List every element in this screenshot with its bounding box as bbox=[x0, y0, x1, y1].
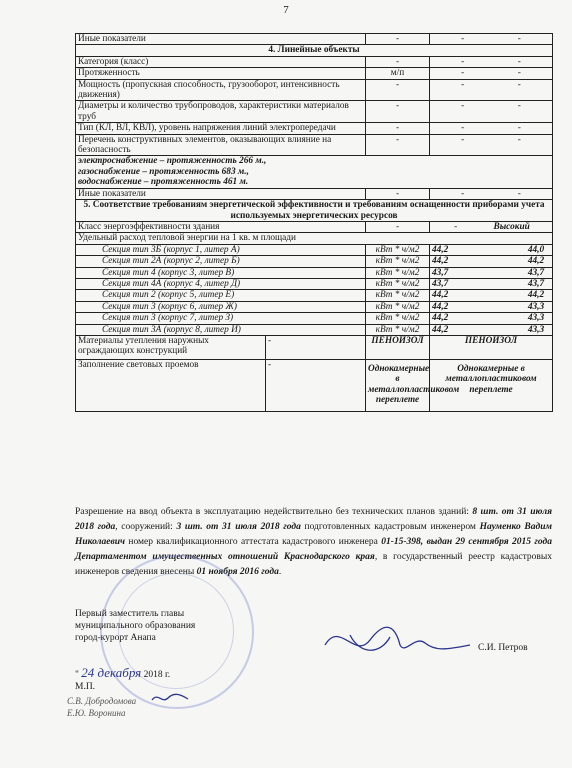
section-4-title: 4. Линейные объекты bbox=[76, 45, 553, 56]
table-row: Материалы утепления наружных ограждающих конструкций - ПЕНОИЗОЛ ПЕНОИЗОЛ bbox=[76, 335, 553, 359]
section-name: Секция тип 3А (корпус 8, литер И) bbox=[76, 324, 366, 335]
table-row bbox=[76, 123, 553, 134]
section-header bbox=[76, 45, 553, 56]
row-value: - - bbox=[430, 79, 553, 101]
section-name: Секция тип 2 (корпус 5, литер Е) bbox=[76, 290, 366, 301]
row-label: Категория (класс) bbox=[76, 56, 366, 67]
section-unit: кВт * ч/м2 bbox=[366, 301, 430, 312]
handwritten-signature bbox=[320, 615, 480, 665]
row-unit: - bbox=[366, 134, 430, 156]
table-row bbox=[76, 233, 553, 244]
row-value: - - bbox=[430, 34, 553, 45]
value-actual: 44,0 bbox=[527, 244, 545, 255]
row-label: Мощность (пропускная способность, грузооборот, интенсивность движения) bbox=[76, 79, 366, 101]
row-value: - - bbox=[430, 123, 553, 134]
section-row bbox=[76, 324, 553, 335]
row-value: - - bbox=[430, 188, 553, 199]
networks-row bbox=[76, 156, 553, 188]
table-row bbox=[76, 101, 553, 123]
row-label: Перечень конструктивных элементов, оказывающих влияние на безопасность bbox=[76, 134, 366, 156]
table-row: Класс энергоэффективности здания - - Высокий bbox=[76, 221, 553, 232]
row-unit: - bbox=[366, 34, 430, 45]
section-unit: кВт * ч/м2 bbox=[366, 313, 430, 324]
row-label: Заполнение световых проемов bbox=[76, 359, 266, 411]
section-name: Секция тип 3 (корпус 7, литер З) bbox=[76, 313, 366, 324]
executor-signature bbox=[150, 690, 190, 706]
row-label: Диаметры и количество трубопроводов, характеристики материалов труб bbox=[76, 101, 366, 123]
value-project: 43,7 bbox=[432, 278, 449, 289]
row-unit: - bbox=[366, 79, 430, 101]
section-unit: кВт * ч/м2 bbox=[366, 324, 430, 335]
table-row bbox=[76, 56, 553, 67]
row-label: Протяженность bbox=[76, 68, 366, 79]
date-handwritten: 24 декабря bbox=[81, 665, 142, 680]
row-label: Тип (КЛ, ВЛ, КВЛ), уровень напряжения линий электропередачи bbox=[76, 123, 366, 134]
row-label: Материалы утепления наружных ограждающих конструкций bbox=[76, 335, 266, 359]
section-name: Секция тип 3Б (корпус 1, литер А) bbox=[76, 244, 366, 255]
row-label: Иные показатели bbox=[76, 188, 366, 199]
section-unit: кВт * ч/м2 bbox=[366, 256, 430, 267]
section-row bbox=[76, 278, 553, 289]
value-actual: 43,3 bbox=[527, 301, 545, 312]
value-project: 44,2 bbox=[432, 301, 449, 312]
value-actual: 43,7 bbox=[527, 278, 545, 289]
value-actual: 44,2 bbox=[527, 256, 545, 267]
table-row: Заполнение световых проемов - Однокамерные в металлопластиковом переплете Однокамерные в металлопластиковом переплете bbox=[76, 359, 553, 411]
value-project: 44,2 bbox=[432, 244, 449, 255]
executor-1: С.В. Добродомова bbox=[67, 696, 137, 706]
value-project: 43,7 bbox=[432, 267, 449, 278]
value-project: 44,2 bbox=[432, 256, 449, 267]
section-unit: кВт * ч/м2 bbox=[366, 267, 430, 278]
stamp-place-label: М.П. bbox=[75, 682, 96, 692]
permit-paragraph: Разрешение на ввод объекта в эксплуатацию недействительно без технических планов зданий: 8 шт. от 31 июля 2018 года, сооружений: 3 шт. от 31 июля 2018 года подготовленных кадастровым инженером Науменко Вадим Николаевич номер квалификационного аттестата кадастрового инженера 01-15-398, выдан 29 сентября 2015 года Департаментом имущественных отношений Краснодарского края, в государственный реестр кадастровых инженеров сведения внесены 01 ноября 2016 года. bbox=[75, 507, 553, 577]
signatory-name: С.И. Петров bbox=[478, 643, 528, 653]
row-value: - - bbox=[430, 134, 553, 156]
row-label: Иные показатели bbox=[76, 34, 366, 45]
row-unit: - bbox=[366, 101, 430, 123]
table-row bbox=[76, 68, 553, 79]
section-name: Секция тип 4А (корпус 4, литер Д) bbox=[76, 278, 366, 289]
section-row bbox=[76, 301, 553, 312]
value-actual: 44,2 bbox=[527, 290, 545, 301]
value-actual: 43,3 bbox=[527, 324, 545, 335]
row-unit: м/п bbox=[366, 68, 430, 79]
sign-date: " 24 декабря 2018 г. bbox=[75, 665, 171, 680]
executor-2: Е.Ю. Воронина bbox=[67, 708, 126, 718]
characteristics-table bbox=[75, 33, 553, 412]
row-unit: - bbox=[366, 56, 430, 67]
row-value: - - bbox=[430, 101, 553, 123]
section-name: Секция тип 3 (корпус 6, литер Ж) bbox=[76, 301, 366, 312]
row-value: - - bbox=[430, 68, 553, 79]
table-row bbox=[76, 79, 553, 101]
row-unit: - bbox=[366, 188, 430, 199]
section-unit: кВт * ч/м2 bbox=[366, 290, 430, 301]
table-row bbox=[76, 188, 553, 199]
networks-cell: электроснабжение – протяженность 266 м., газоснабжение – протяженность 683 м., водоснабжение – протяженность 461 м. bbox=[76, 156, 553, 188]
section-row bbox=[76, 267, 553, 278]
row-value: - - bbox=[430, 56, 553, 67]
section-header bbox=[76, 200, 553, 222]
section-5-title: 5. Соответствие требованиям энергетической эффективности и требованиям оснащенности приборами учета используемых энергетических ресурсов bbox=[76, 200, 553, 222]
value-project: 44,2 bbox=[432, 324, 449, 335]
value-actual: 43,3 bbox=[527, 313, 545, 324]
section-row bbox=[76, 290, 553, 301]
table-row bbox=[76, 34, 553, 45]
value-project: 44,2 bbox=[432, 313, 449, 324]
section-unit: кВт * ч/м2 bbox=[366, 244, 430, 255]
signatory-title: Первый заместитель главы муниципального образования город-курорт Анапа bbox=[75, 609, 196, 643]
heat-label: Удельный расход тепловой энергии на 1 кв. м площади bbox=[76, 233, 553, 244]
section-unit: кВт * ч/м2 bbox=[366, 278, 430, 289]
value-project: 44,2 bbox=[432, 290, 449, 301]
table-row bbox=[76, 134, 553, 156]
value-actual: 43,7 bbox=[527, 267, 545, 278]
row-label: Класс энергоэффективности здания bbox=[76, 221, 366, 232]
section-row bbox=[76, 313, 553, 324]
row-unit: - bbox=[366, 123, 430, 134]
section-name: Секция тип 4 (корпус 3, литер В) bbox=[76, 267, 366, 278]
page-number: 7 bbox=[283, 4, 289, 16]
section-row bbox=[76, 244, 553, 255]
section-row bbox=[76, 256, 553, 267]
section-name: Секция тип 2А (корпус 2, литер Б) bbox=[76, 256, 366, 267]
